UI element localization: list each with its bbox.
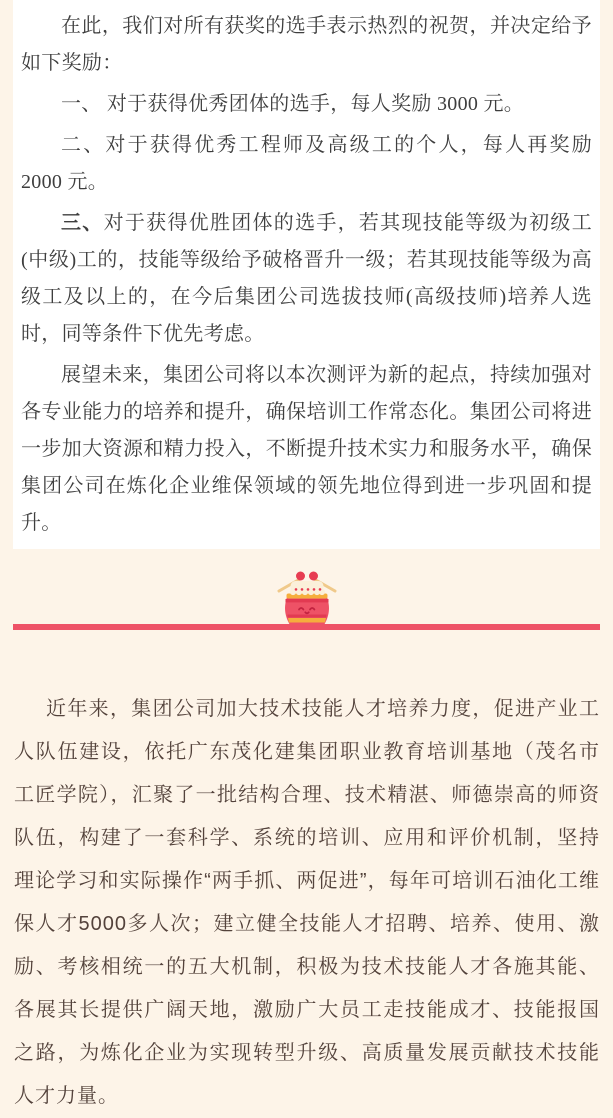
paragraph-intro bbox=[21, 8, 592, 82]
paragraph-outlook bbox=[21, 357, 592, 542]
paragraph-bold-prefix: 三、 bbox=[61, 212, 104, 234]
divider-line bbox=[13, 624, 600, 630]
paragraph-reward-1 bbox=[21, 86, 592, 123]
paragraph-reward-2 bbox=[21, 127, 592, 201]
paragraph-text: 二、对于获得优秀工程师及高级工的个人，每人再奖励 2000 元。 bbox=[21, 134, 592, 193]
paragraph-text: 在此，我们对所有获奖的选手表示热烈的祝贺，并决定给予如下奖励： bbox=[21, 15, 592, 74]
paragraph-text: 展望未来，集团公司将以本次测评为新的起点，持续加强对各专业能力的培养和提升，确保培训工作常态化。集团公司将进一步加大资源和精力投入，不断提升技术实力和服务水平，确保集团公司在炼化企业维保领域的领先地位得到进一步巩固和提升。 bbox=[21, 364, 592, 534]
paragraph-reward-3 bbox=[21, 205, 592, 353]
announcement-card bbox=[13, 0, 600, 549]
paragraph-text: 一、 对于获得优秀团体的选手，每人奖励 3000 元。 bbox=[61, 93, 525, 115]
closing-paragraph: 近年来，集团公司加大技术技能人才培养力度，促进产业工人队伍建设，依托广东茂化建集团职业教育培训基地（茂名市工匠学院），汇聚了一批结构合理、技术精湛、师德崇高的师资队伍，构建了一套科学、系统的培训、应用和评价机制，坚持理论学习和实际操作“两手抓、两促进”，每年可培训石油化工维保人才5000多人次；建立健全技能人才招聘、培养、使用、激励、考核相统一的五大机制，积极为技术技能人才各施其能、各展其长提供广阔天地，激励广大员工走技能成才、技能报国之路，为炼化企业为实现转型升级、高质量发展贡献技术技能人才力量。 bbox=[14, 698, 600, 1107]
closing-section bbox=[14, 688, 600, 1118]
drum-icon bbox=[269, 566, 345, 628]
paragraph-text: 对于获得优胜团体的选手，若其现技能等级为初级工(中级)工的，技能等级给予破格晋升一级；若其现技能等级为高级工及以上的，在今后集团公司选拔技师(高级技师)培养人选时，同等条件下优先考虑。 bbox=[21, 212, 592, 345]
